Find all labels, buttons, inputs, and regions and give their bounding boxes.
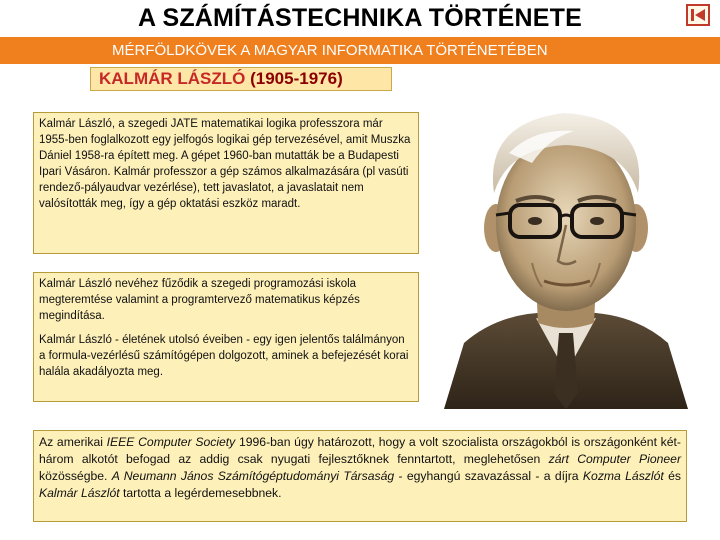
paragraph-invention-text: Kalmár László - életének utolsó éveiben - egy igen jelentős találmányon a formula-vezérlésű számítógépen dolgozott, aminek a befejezését korai halála akadályozta meg. — [39, 334, 409, 378]
paragraph-school — [33, 272, 419, 402]
paragraph-award — [33, 430, 687, 522]
award-text-2: 1996-ban úgy határozott, hogy a volt szocialista országokból is országonként két-három alkotót befogad az addig csak nyugati fejlesztőknek fenntartott, meglehetősen — [39, 435, 681, 466]
award-text-6: tartotta a legérdemesebbnek. — [119, 486, 282, 500]
award-text-5: és — [663, 469, 681, 483]
name-banner — [90, 67, 392, 91]
award-italic-3: A Neumann János Számítógéptudományi Társaság — [111, 469, 395, 483]
subtitle: MÉRFÖLDKÖVEK A MAGYAR INFORMATIKA TÖRTÉNETÉBEN — [112, 42, 548, 59]
award-text-3: közösségbe. — [39, 469, 112, 483]
person-years: (1905-1976) — [250, 69, 343, 88]
person-name — [99, 69, 343, 89]
back-arrow-icon — [690, 8, 706, 22]
award-italic-5: Kalmár Lászlót — [39, 486, 120, 500]
award-text-4: - egyhangú szavazással - a díjra — [394, 469, 583, 483]
award-italic-1: IEEE Computer Society — [106, 435, 236, 449]
person-name-text: KALMÁR LÁSZLÓ — [99, 69, 246, 88]
paragraph-logic-machine: Kalmár László, a szegedi JATE matematikai logika professzora már 1955-ben foglalkozott egy jelfogós logikai gép tervezésével, amit Muszka Dániel 1958-ra épített meg. A gépet 1960-ban mutatták be a Budapesti Ipari Vásáron. Kalmár professzor a gép számos alkalmazására (pl vasúti rendező-pályaudvar vezérlése), tett javaslatot, a javaslatait nem valósították meg, így a gép oktatási eszköz maradt. — [33, 112, 419, 254]
award-italic-4: Kozma Lászlót — [582, 469, 664, 483]
paragraph-school-text: Kalmár László nevéhez fűződik a szegedi programozási iskola megteremtése valamint a programtervező matematikus képzés megindítása. — [39, 278, 360, 322]
subtitle-bar — [0, 37, 720, 64]
award-text-1: Az amerikai — [39, 435, 107, 449]
portrait-photo — [424, 93, 708, 409]
page-title: A SZÁMÍTÁSTECHNIKA TÖRTÉNETE — [137, 4, 582, 32]
award-italic-2: zárt Computer Pioneer — [548, 452, 681, 466]
back-button[interactable] — [686, 4, 710, 26]
